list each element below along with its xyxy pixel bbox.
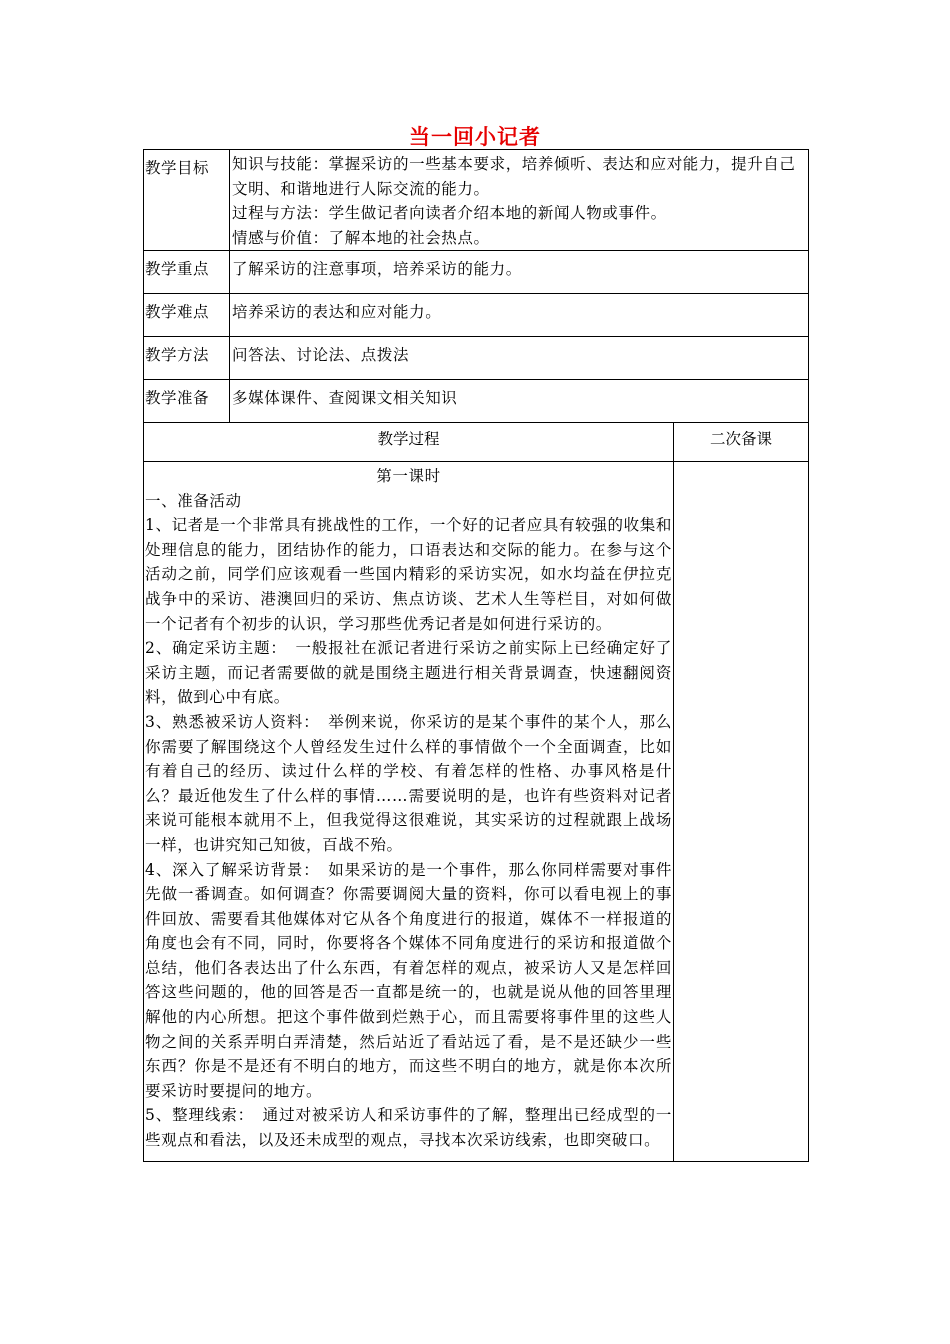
content-teaching-method: 问答法、讨论法、点拨法 — [230, 337, 809, 380]
process-item-4: 4、深入了解采访背景： 如果采访的是一个事件，那么你同样需要对事件先做一番调查。如何调查？你需要调阅大量的资料，你可以看电视上的事件回放、需要看其他媒体对它从各个角度进行的报道，媒体不一样报道的角度也会有不同，同时，你要将各个媒体不同角度进行的采访和报道做个总结，他们各表达出了什么东西，有着怎样的观点，被采访人又是怎样回答这些问题的，他的回答是否一直都是统一的，也就是说从他的回答里理解他的内心所想。把这个事件做到烂熟于心，而且需要将事件里的这些人物之间的关系弄明白弄清楚，然后站近了看站远了看，是不是还缺少一些东西？你是不是还有不明白的地方，而这些不明白的地方，就是你本次所要采访时要提问的地方。 — [145, 860, 672, 1100]
content-teaching-focus: 了解采访的注意事项，培养采访的能力。 — [230, 251, 809, 294]
goal-knowledge: 知识与技能：掌握采访的一些基本要求，培养倾听、表达和应对能力，提升自己文明、和谐地进行人际交流的能力。 — [232, 155, 796, 198]
content-teaching-prep: 多媒体课件、查阅课文相关知识 — [230, 380, 809, 423]
notes-content — [674, 462, 809, 1162]
process-item-1: 1、记者是一个非常具有挑战性的工作，一个好的记者应具有较强的收集和处理信息的能力，团结协作的能力，口语表达和交际的能力。在参与这个活动之前，同学们应该观看一些国内精彩的采访实况，如水均益在伊拉克战争中的采访、港澳回归的采访、焦点访谈、艺术人生等栏目，对如何做一个记者有个初步的认识，学习那些优秀记者是如何进行采访的。 — [145, 516, 672, 633]
label-teaching-prep: 教学准备 — [144, 380, 230, 423]
label-teaching-method: 教学方法 — [144, 337, 230, 380]
notes-header: 二次备课 — [674, 423, 809, 462]
process-header: 教学过程 — [144, 423, 674, 462]
content-teaching-goal — [230, 150, 809, 251]
document-title: 当一回小记者 — [409, 125, 541, 149]
session-title: 第一课时 — [376, 467, 441, 485]
section-heading: 一、准备活动 — [145, 491, 242, 510]
label-teaching-difficulty: 教学难点 — [144, 294, 230, 337]
row-teaching-method — [144, 337, 809, 380]
content-teaching-difficulty: 培养采访的表达和应对能力。 — [230, 294, 809, 337]
row-teaching-goal — [144, 150, 809, 251]
label-teaching-goal: 教学目标 — [144, 150, 230, 251]
goal-process: 过程与方法：学生做记者向读者介绍本地的新闻人物或事件。 — [232, 204, 667, 222]
row-teaching-prep — [144, 380, 809, 423]
row-teaching-focus — [144, 251, 809, 294]
goal-emotion: 情感与价值：了解本地的社会热点。 — [232, 228, 490, 247]
process-item-3: 3、熟悉被采访人资料： 举例来说，你采访的是某个事件的某个人，那么你需要了解围绕这个人曾经发生过什么样的事情做个一个全面调查，比如有着自己的经历、读过什么样的学校、有着怎样的性格、办事风格是什么？最近他发生了什么样的事情……需要说明的是，也许有些资料对记者来说可能根本就用不上，但我觉得这很难说，其实采访的过程就跟上战场一样，也讲究知己知彼，百战不殆。 — [145, 712, 672, 854]
process-item-2: 2、确定采访主题： 一般报社在派记者进行采访之前实际上已经确定好了采访主题，而记者需要做的就是围绕主题进行相关背景调查，快速翻阅资料，做到心中有底。 — [145, 639, 672, 707]
row-process-header — [144, 423, 809, 462]
process-item-5: 5、整理线索： 通过对被采访人和采访事件的了解，整理出已经成型的一些观点和看法，以及还未成型的观点，寻找本次采访线索，也即突破口。 — [145, 1106, 672, 1150]
lesson-plan-table — [143, 149, 809, 1162]
label-teaching-focus: 教学重点 — [144, 251, 230, 294]
row-teaching-difficulty — [144, 294, 809, 337]
row-process-body — [144, 462, 809, 1162]
process-content — [144, 462, 674, 1162]
